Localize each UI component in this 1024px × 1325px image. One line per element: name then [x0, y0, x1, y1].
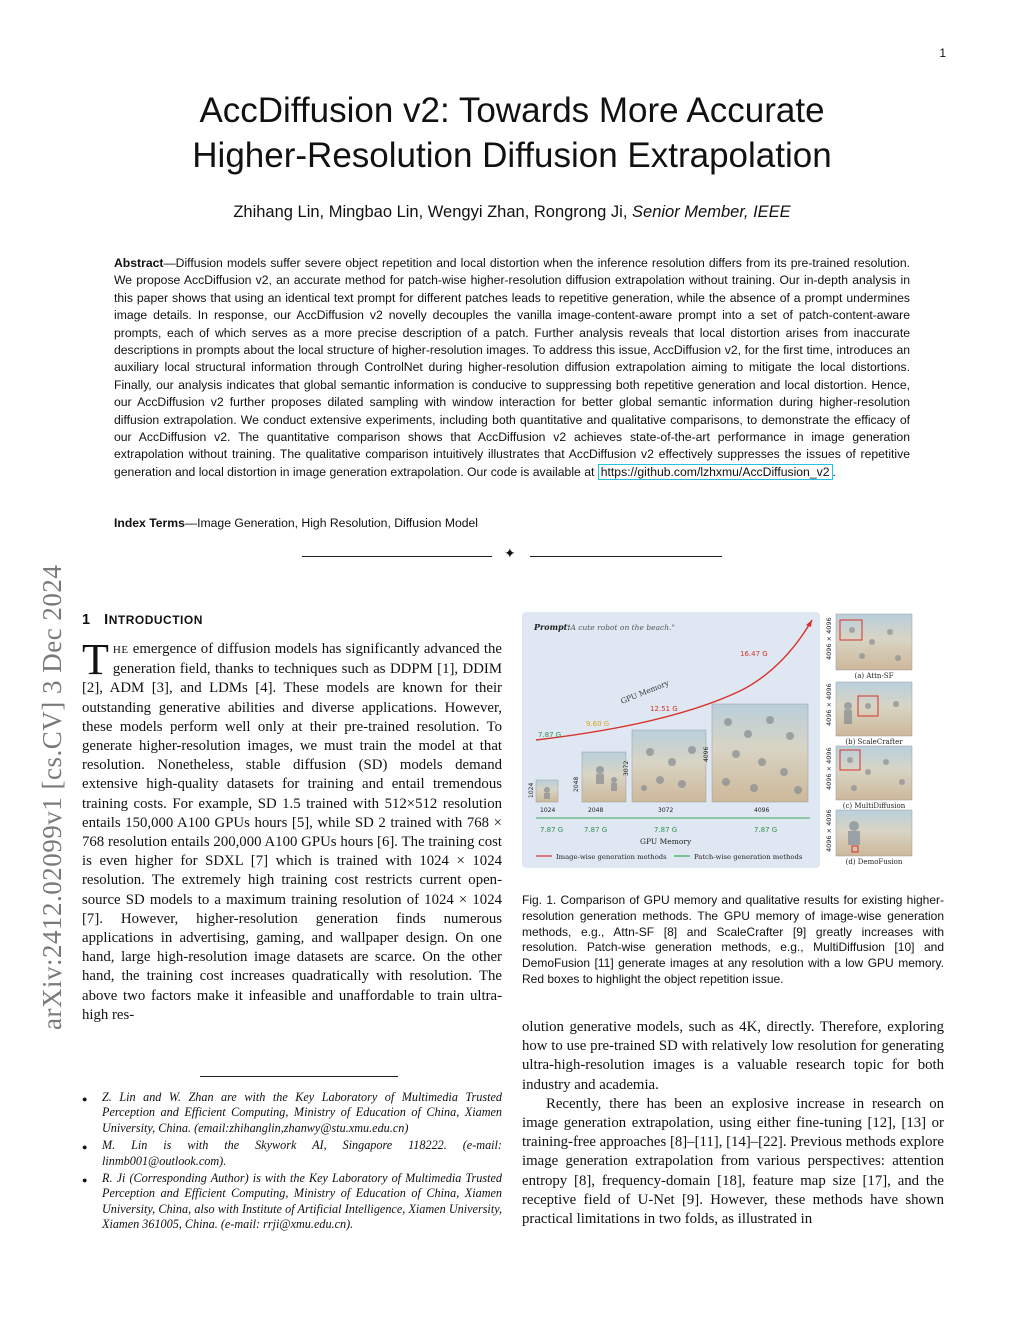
section-heading-introduction	[82, 612, 203, 628]
section-number: 1	[82, 612, 91, 628]
intro-paragraph-1: emergence of diffusion models has significantly advanced the generation field, thanks to techniques such as DDPM [1], DDIM [2], ADM [3], and LDMs [4]. These models are known for their outstanding generative abilities and diverse applications. However, these models perform well only at their pre-trained resolution. To generate higher-resolution images, we must train the model at that resolution. Nonetheless, stable diffusion (SD) models demand extensive high-quality datasets for training and entail tremendous training costs. For example, SD 1.5 trained with 512×512 resolution entails 150,000 A100 GPUs hours [5], while SD 2 trained with 768 × 768 resolution entails 200,000 A100 GPUs hours [6]. The training cost is even higher for SDXL [7] which is trained with 1024 × 1024 resolution. The extremely high training cost restricts current open-source SD models to a maximum training resolution of 1024 × 1024 [7]. However, higher-resolution generation finds numerous applications in advertising, gaming, and wallpaper design. On one hand, large high-resolution image datasets are scarce. On the other hand, the training cost increases quadratically with resolution. The above two factors make it infeasible and unaffordable to train ultra-high res-	[82, 641, 502, 1023]
patch-wise-value-3: 7.87 G	[654, 826, 678, 834]
legend-image-wise: Image-wise generation methods	[556, 853, 667, 861]
axis-res-1024: 1024	[540, 807, 556, 814]
image-wise-value-2: 9.60 G	[586, 720, 610, 728]
legend-patch-wise: Patch-wise generation methods	[694, 853, 803, 861]
figure-1	[522, 612, 944, 868]
side-label-4096: 4096	[703, 746, 710, 762]
bullet-icon: ●	[82, 1094, 88, 1104]
footnote: ● R. Ji (Corresponding Author) is with the Key Laboratory of Multimedia Trusted Perception and Efficient Computing, Ministry of Education of China, Xiamen University, China, also with Institute of Artificial Intelligence, Xiamen University, Xiamen 361005, China. (e-mail: rrji@xmu.edu.cn).	[82, 1171, 502, 1232]
page-number: 1	[939, 46, 946, 60]
section-divider	[302, 546, 722, 564]
abstract-text: —Diffusion models suffer severe object repetition and local distortion when the inference resolution differs from its pre-trained resolution. We propose AccDiffusion v2, an accurate method for patch-wise higher-resolution diffusion extrapolation without training. Our in-depth analysis in this paper shows that using an identical text prompt for different patches leads to repetitive generation, while the absence of a prompt undermines image details. In response, our AccDiffusion v2 novelly decouples the vanilla image-content-aware prompt into a set of patch-content-aware prompts, each of which serves as a more precise description of a patch. Further analysis reveals that local distortion arises from inaccurate descriptions in prompts about the local structure of higher-resolution images. To address this issue, AccDiffusion v2, for the first time, introduces an auxiliary local structural information through ControlNet during higher-resolution diffusion extrapolation aiming to mitigate the local distortions. Finally, our analysis indicates that global semantic information is conducive to suppressing both repetitive generation and local distortion. Hence, our AccDiffusion v2 further proposes dilated sampling with window interaction for better global semantic information during higher-resolution diffusion extrapolation. We conduct extensive experiments, including both quantitative and qualitative comparisons, to demonstrate the efficacy of our AccDiffusion v2. The quantitative comparison shows that AccDiffusion v2 achieves state-of-the-art performance in image generation extrapolation without training. The qualitative comparison intuitively illustrates that AccDiffusion v2 effectively suppresses the issues of repetitive generation and local distortion in image generation extrapolation. Our code is available at	[114, 256, 910, 479]
image-wise-value-1: 7.87 G	[538, 731, 562, 739]
abstract-label: Abstract	[114, 256, 164, 270]
side-res-label-a: 4096 × 4096	[825, 617, 833, 660]
section-initial: I	[104, 612, 109, 628]
patch-wise-value-2: 7.87 G	[584, 826, 608, 834]
patch-wise-value-1: 7.87 G	[540, 826, 564, 834]
footnotes	[82, 1090, 502, 1235]
code-link[interactable]: https://github.com/lzhxmu/AccDiffusion_v2	[598, 464, 833, 480]
panel-scalecrafter	[836, 682, 912, 746]
image-wise-value-3: 12.51 G	[650, 705, 678, 713]
svg-text:(b) ScaleCrafter: (b) ScaleCrafter	[845, 738, 903, 746]
thumb-3072	[632, 730, 706, 802]
footnote-rule	[200, 1076, 398, 1077]
diamond-star-icon: ✦	[504, 546, 516, 562]
col2-paragraph-1: olution generative models, such as 4K, directly. Therefore, exploring how to use pre-trained SD with relatively low resolution for generating ultra-high-resolution images is a valuable research topic for both industry and academia.	[522, 1019, 944, 1093]
index-terms-label: Index Terms	[114, 516, 185, 530]
side-label-2048: 2048	[573, 776, 580, 792]
side-label-1024: 1024	[528, 782, 535, 798]
side-res-label-d: 4096 × 4096	[825, 809, 833, 852]
abstract: Abstract—Diffusion models suffer severe object repetition and local distortion when the inference resolution differs from its pre-trained resolution. We propose AccDiffusion v2, an accurate method for patch-wise higher-resolution diffusion extrapolation without training. Our in-depth analysis in this paper shows that using an identical text prompt for different patches leads to repetitive generation, while the absence of a prompt undermines image details. In response, our AccDiffusion v2 novelly decouples the vanilla image-content-aware prompt into a set of patch-content-aware prompts, each of which serves as a more precise description of a patch. Further analysis reveals that local distortion arises from inaccurate descriptions in prompts about the local structure of higher-resolution images. To address this issue, AccDiffusion v2, for the first time, introduces an auxiliary local structural information through ControlNet during higher-resolution diffusion extrapolation aiming to mitigate the local distortions. Finally, our analysis indicates that global semantic information is conducive to suppressing both repetitive generation and local distortion. Hence, our AccDiffusion v2 further proposes dilated sampling with window interaction for better global semantic information during higher-resolution diffusion extrapolation. We conduct extensive experiments, including both quantitative and qualitative comparisons, to demonstrate the efficacy of our AccDiffusion v2. The quantitative comparison shows that AccDiffusion v2 achieves state-of-the-art performance in image generation extrapolation without training. The qualitative comparison intuitively illustrates that AccDiffusion v2 effectively suppresses the issues of repetitive generation and local distortion in image generation extrapolation. Our code is available at https://github.com/lzhxmu/AccDiffusion_v2 .	[114, 256, 910, 479]
image-wise-value-4: 16.47 G	[740, 650, 768, 658]
intro-column-right	[522, 1018, 944, 1229]
title-line-1: AccDiffusion v2: Towards More Accurate	[199, 91, 825, 130]
prompt-text: "A cute robot on the beach."	[567, 623, 675, 632]
arxiv-stamp: arXiv:2412.02099v1 [cs.CV] 3 Dec 2024	[37, 564, 67, 1030]
axis-res-2048: 2048	[588, 807, 604, 814]
paper-title	[90, 88, 934, 178]
col2-paragraph-2: Recently, there has been an explosive increase in research on image generation extrapolation, using either fine-tuning [12], [13] or training-free approaches [8]–[11], [14]–[22]. Previous methods explore image generation extrapolation from various perspectives: attention entropy [8], frequency-domain [18], feature map size [17], and the receptive field of U-Net [9]. However, these methods have shown practical limitations in two folds, as illustrated in	[522, 1095, 944, 1228]
panel-attn-sf	[836, 614, 912, 680]
svg-text:(c) MultiDiffusion: (c) MultiDiffusion	[842, 802, 906, 810]
figure-caption: Fig. 1. Comparison of GPU memory and qualitative results for existing higher-resolution generation methods. The GPU memory of image-wise generation methods, e.g., Attn-SF [8] and ScaleCrafter [9] greatly increases with resolution. Patch-wise generation methods, e.g., MultiDiffusion [10] and DemoFusion [11] generate images at any resolution with a low GPU memory. Red boxes to highlight the object repetition issue.	[522, 893, 944, 986]
svg-text:(a) Attn-SF: (a) Attn-SF	[854, 672, 894, 680]
gpu-memory-axis-label: GPU Memory	[640, 837, 692, 846]
index-terms	[114, 516, 910, 530]
svg-text:(d) DemoFusion: (d) DemoFusion	[845, 858, 903, 866]
authors-names: Zhihang Lin, Mingbao Lin, Wengyi Zhan, Rongrong Ji,	[233, 203, 628, 221]
panel-multidiffusion	[836, 746, 912, 810]
panel-demofusion	[836, 810, 912, 866]
author-list	[90, 203, 934, 222]
section-title-rest: NTRODUCTION	[108, 613, 203, 627]
bullet-icon: ●	[82, 1142, 88, 1153]
footnote: ● Z. Lin and W. Zhan are with the Key Laboratory of Multimedia Trusted Perception and Efficient Computing, Ministry of Education of China, Xiamen University, China. (email:zhihanglin,zhanwy@stu.xmu.edu.cn)	[82, 1090, 502, 1135]
side-res-label-c: 4096 × 4096	[825, 747, 833, 790]
patch-wise-value-4: 7.87 G	[754, 826, 778, 834]
drop-cap: T	[82, 635, 109, 684]
bullet-icon: ●	[82, 1175, 88, 1186]
intro-column-left	[82, 635, 502, 1025]
prompt-label: Prompt:	[534, 622, 571, 632]
gpu-memory-curve-label: GPU Memory	[619, 678, 671, 706]
axis-res-3072: 3072	[658, 807, 674, 814]
authors-role: Senior Member, IEEE	[632, 203, 791, 221]
side-label-3072: 3072	[623, 760, 630, 776]
intro-smallcaps: HE	[112, 644, 129, 656]
footnote: ● M. Lin is with the Skywork AI, Singapore 118222. (e-mail: linmb001@outlook.com).	[82, 1138, 502, 1168]
title-line-2: Higher-Resolution Diffusion Extrapolation	[192, 136, 832, 175]
axis-res-4096: 4096	[754, 807, 770, 814]
side-res-label-b: 4096 × 4096	[825, 683, 833, 726]
index-terms-text: —Image Generation, High Resolution, Diffusion Model	[184, 516, 479, 530]
